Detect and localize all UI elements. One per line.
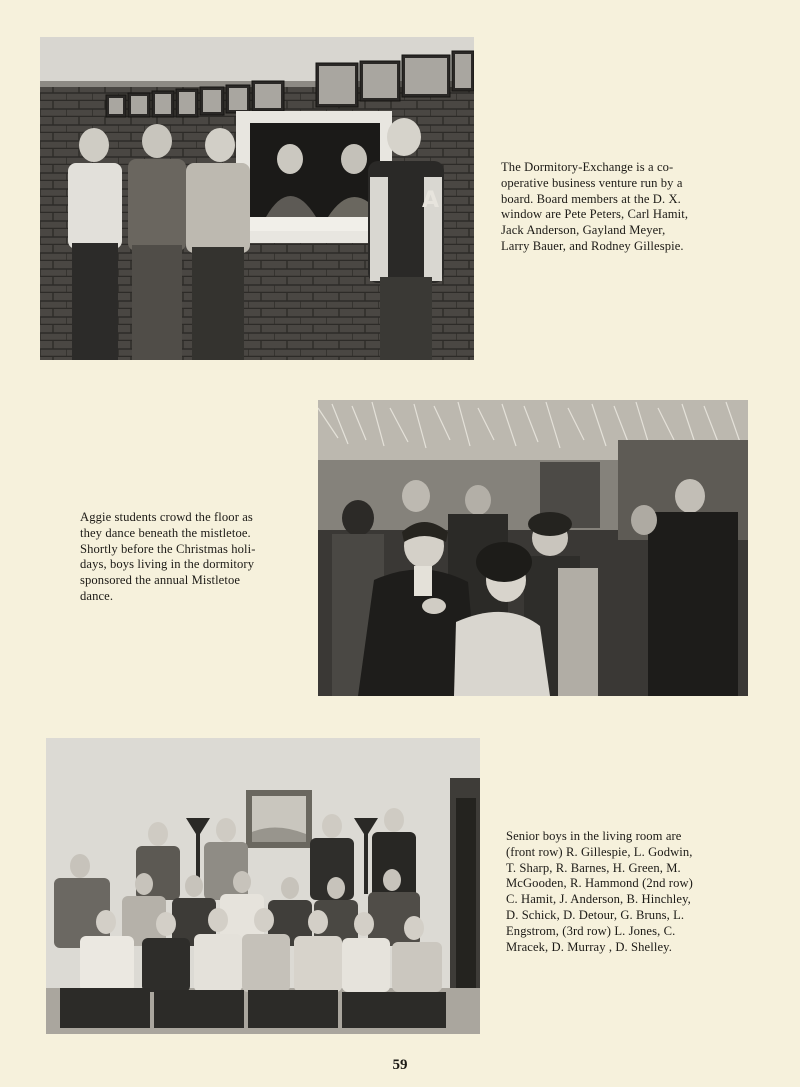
caption-line: days, boys living in the dormitory <box>80 557 255 572</box>
senior-boys-caption <box>506 829 776 955</box>
caption-line: dance. <box>80 588 114 603</box>
senior-boys-photo <box>46 738 480 1034</box>
caption-line: McGooden, R. Hammond (2nd row) <box>506 876 693 891</box>
caption-line: Aggie students crowd the floor as <box>80 510 253 524</box>
mistletoe-caption <box>80 510 310 605</box>
caption-line: Senior boys in the living room are <box>506 829 682 843</box>
caption-line: Mracek, D. Murray , D. Shelley. <box>506 939 672 954</box>
caption-line: window are Pete Peters, Carl Hamit, <box>501 207 689 222</box>
caption-line: they dance beneath the mistletoe. <box>80 525 251 540</box>
mistletoe-dance-photo <box>318 400 748 696</box>
caption-line: Larry Bauer, and Rodney Gillespie. <box>501 238 684 253</box>
caption-line: Engstrom, (3rd row) L. Jones, C. <box>506 923 676 938</box>
caption-line: sponsored the annual Mistletoe <box>80 573 241 588</box>
caption-line: D. Schick, D. Detour, G. Bruns, L. <box>506 907 685 922</box>
caption-line: Jack Anderson, Gayland Meyer, <box>501 223 666 238</box>
caption-line: Shortly before the Christmas holi- <box>80 541 256 556</box>
caption-line: The Dormitory-Exchange is a co- <box>501 160 674 174</box>
letter-sweater-letter: A <box>422 188 440 213</box>
page-number: 59 <box>392 1057 408 1073</box>
dorm-exchange-photo <box>40 37 474 360</box>
caption-line: operative business venture run by a <box>501 175 683 190</box>
dorm-exchange-caption <box>501 160 761 255</box>
caption-line: (front row) R. Gillespie, L. Godwin, <box>506 844 693 859</box>
caption-line: C. Hamit, J. Anderson, B. Hinchley, <box>506 892 691 907</box>
caption-line: T. Sharp, R. Barnes, H. Green, M. <box>506 860 681 875</box>
caption-line: board. Board members at the D. X. <box>501 191 681 206</box>
